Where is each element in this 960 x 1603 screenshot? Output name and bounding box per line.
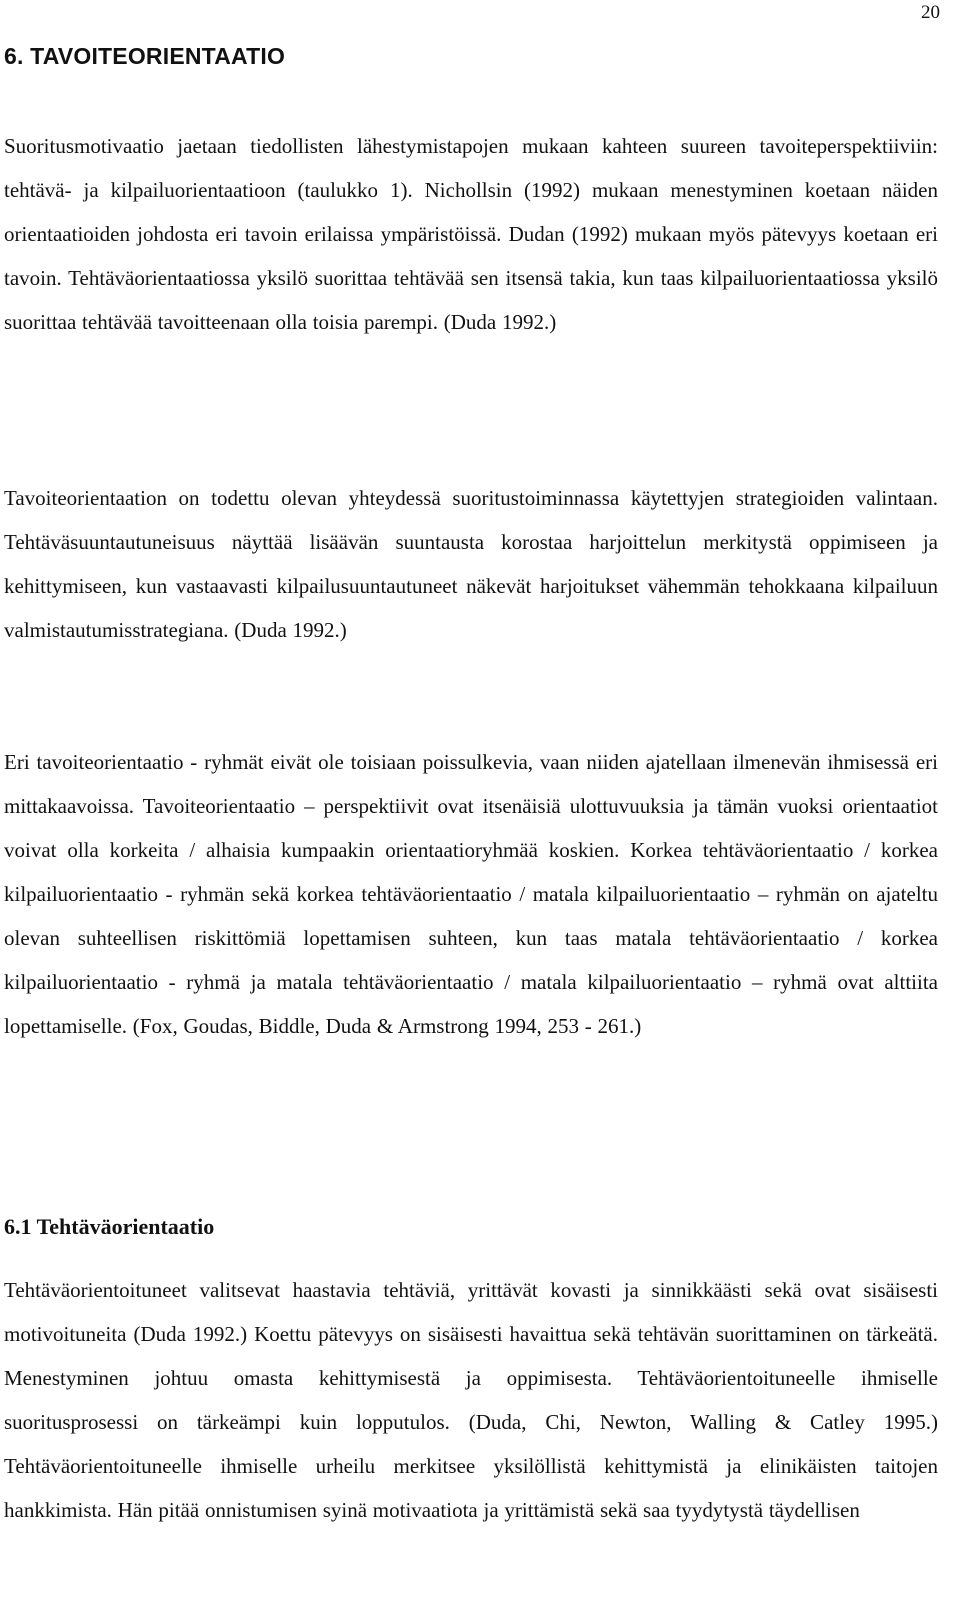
section-heading: 6. TAVOITEORIENTAATIO <box>4 43 286 69</box>
paragraph-task-orientation: Tehtäväorientoituneet valitsevat haastavia tehtäviä, yrittävät kovasti ja sinnikkäästi sekä ovat sisäisesti motivoituneita (Duda 1992.) Koettu pätevyys on sisäisesti havaittua sekä tehtävän suorittaminen on tärkeätä. Menestyminen johtuu omasta kehittymisestä ja oppimisesta. Tehtäväorientoituneelle ihmiselle suoritusprosessi on tärkeämpi kuin lopputulos. (Duda, Chi, Newton, Walling & Catley 1995.) Tehtäväorientoituneelle ihmiselle urheilu merkitsee yksilöllistä kehittymistä ja elinikäisten taitojen hankkimista. Hän pitää onnistumisen syinä motivaatiota ja yrittämistä sekä saa tyydytystä täydellisen <box>4 1278 938 1522</box>
paragraph-motivation-perspectives: Suoritusmotivaatio jaetaan tiedollisten lähestymistapojen mukaan kahteen suureen tavoiteperspektiiviin: tehtävä- ja kilpailuorientaatioon (taulukko 1). Nichollsin (1992) mukaan menestyminen koetaan näiden orientaatioiden johdosta eri tavoin erilaissa ympäristöissä. Dudan (1992) mukaan myös pätevyys koetaan eri tavoin. Tehtäväorientaatiossa yksilö suorittaa tehtävää sen itsensä takia, kun taas kilpailuorientaatiossa yksilö suorittaa tehtävää tavoitteenaan olla toisia parempi. (Duda 1992.) <box>4 134 938 334</box>
page-number: 20 <box>921 2 940 23</box>
paragraph-orientation-groups: Eri tavoiteorientaatio - ryhmät eivät ole toisiaan poissulkevia, vaan niiden ajatellaan ilmenevän ihmisessä eri mittakaavoissa. Tavoiteorientaatio – perspektiivit ovat itsenäisiä ulottuvuuksia ja tämän vuoksi orientaatiot voivat olla korkeita / alhaisia kumpaakin orientaatioryhmää koskien. Korkea tehtäväorientaatio / korkea kilpailuorientaatio - ryhmän sekä korkea tehtäväorientaatio / matala kilpailuorientaatio – ryhmän on ajateltu olevan suhteellisen riskittömiä lopettamisen suhteen, kun taas matala tehtäväorientaatio / korkea kilpailuorientaatio - ryhmä ja matala tehtäväorientaatio / matala kilpailuorientaatio – ryhmä ovat alttiita lopettamiselle. (Fox, Goudas, Biddle, Duda & Armstrong 1994, 253 - 261.) <box>4 750 938 1038</box>
subsection-heading: 6.1 Tehtäväorientaatio <box>4 1214 215 1239</box>
paragraph-strategy-selection: Tavoiteorientaation on todettu olevan yhteydessä suoritustoiminnassa käytettyjen strategioiden valintaan. Tehtäväsuuntautuneisuus näyttää lisäävän suuntausta korostaa harjoittelun merkitystä oppimiseen ja kehittymiseen, kun vastaavasti kilpailusuuntautuneet näkevät harjoitukset vähemmän tehokkaana kilpailuun valmistautumisstrategiana. (Duda 1992.) <box>4 486 938 642</box>
